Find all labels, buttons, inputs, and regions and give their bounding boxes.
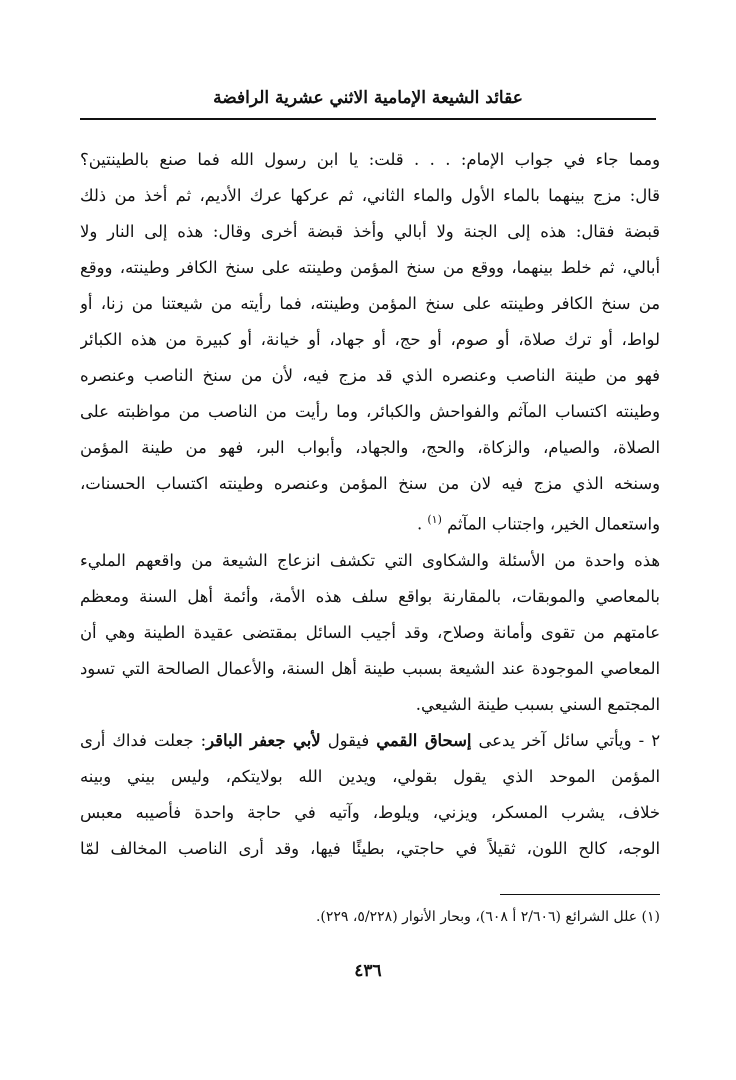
text-segment: : جعلت فداك أرى	[80, 731, 207, 750]
paragraph-line: وسنخه الذي مزج فيه لان من سنخ المؤمن وعنصره وطينته اكتساب الحسنات،	[80, 474, 660, 493]
paragraph-line: قال: مزج بينهما بالماء الأول والماء الثاني، ثم عركها عرك الأديم، ثم أخذ من ذلك	[80, 186, 660, 205]
paragraph-last-line: المجتمع السني بسبب طينة الشيعي.	[415, 695, 660, 714]
paragraph-line: المؤمن الموحد الذي يقول بقولي، ويدين الله بولايتكم، وليس بيني وبينه	[80, 767, 660, 786]
paragraph-line: المعاصي الموجودة عند الشيعة بسبب طينة أهل السنة، والأعمال الصالحة التي تسود	[80, 659, 660, 678]
person-name: لأبي جعفر الباقر	[206, 731, 321, 750]
footnote-reference: (١)	[427, 513, 442, 526]
paragraph-line: قبضة فقال: هذه إلى الجنة ولا أبالي وأخذ قبضة أخرى وقال: هذه إلى النار ولا	[80, 222, 660, 241]
paragraph-line: وطينته اكتساب المآثم والفواحش والكبائر، وما رأيت من الناصب من مواظبته على	[80, 402, 660, 421]
text-segment: ويأتي سائل آخر يدعى	[478, 731, 632, 750]
footnote-rule	[500, 894, 660, 895]
running-header: عقائد الشيعة الإمامية الاثني عشرية الرافضة	[213, 88, 523, 108]
paragraph-last-line	[80, 502, 660, 538]
paragraph-line: ومما جاء في جواب الإمام: . . . قلت: يا ابن رسول الله فما صنع بالطينتين؟	[80, 150, 660, 169]
item-number: ٢ -	[638, 731, 660, 750]
paragraph-line: بالمعاصي والموبقات، بالمقارنة بواقع سلف هذه الأمة، وأئمة أهل السنة ومعظم	[80, 587, 660, 606]
paragraph-2	[80, 543, 660, 723]
paragraph-line: أبالي، ثم خلط بينهما، ووقع من سنخ المؤمن وطينته على سنخ الكافر وطينته، ووقع	[80, 258, 660, 277]
header-rule	[80, 118, 656, 120]
numbered-item-first-line	[80, 723, 660, 759]
page-number: ٤٣٦	[354, 961, 382, 981]
paragraph-line: خلاف، يشرب المسكر، ويزني، ويلوط، وآتيه في حاجة واحدة فأصيبه معبس	[80, 803, 660, 822]
paragraph-line: فهو من طينة الناصب وعنصره الذي قد مزج فيه، لأن من سنخ الناصب وعنصره	[80, 366, 660, 385]
paragraph-line: من سنخ الكافر وطينته على سنخ المؤمن وطينته، فما رأيته من شيعتنا من زنا، أو	[80, 294, 660, 313]
footnote: (١) علل الشرائع (٢/٦٠٦ أ ٦٠٨)، وبحار الأنوار (٥/٢٢٨، ٢٢٩).	[315, 909, 660, 925]
person-name: إسحاق القمي	[376, 731, 472, 750]
paragraph-line: الصلاة، والصيام، والزكاة، والحج، والجهاد، وأبواب البر، فهو من طينة المؤمن	[80, 438, 660, 457]
paragraph-3	[80, 723, 660, 867]
text-segment: فيقول	[327, 731, 370, 750]
last-line-text: واستعمال الخير، واجتناب المآثم	[447, 514, 660, 534]
paragraph-line: لواط، أو ترك صلاة، أو صوم، أو حج، أو جهاد، أو خيانة، أو كبيرة من هذه الكبائر	[80, 330, 660, 349]
paragraph-line: الوجه، كالح اللون، ثقيلاً في حاجتي، بطيئًا فيها، وقد أرى الناصب المخالف لمّا	[80, 839, 660, 858]
paragraph-line: هذه واحدة من الأسئلة والشكاوى التي تكشف انزعاج الشيعة من واقعهم المليء	[80, 551, 660, 570]
end-punctuation: .	[416, 514, 423, 534]
paragraph-1	[80, 142, 660, 538]
paragraph-line: عامتهم من تقوى وأمانة وصلاح، وقد أجيب السائل بمقتضى عقيدة الطينة وهي أن	[80, 623, 660, 642]
